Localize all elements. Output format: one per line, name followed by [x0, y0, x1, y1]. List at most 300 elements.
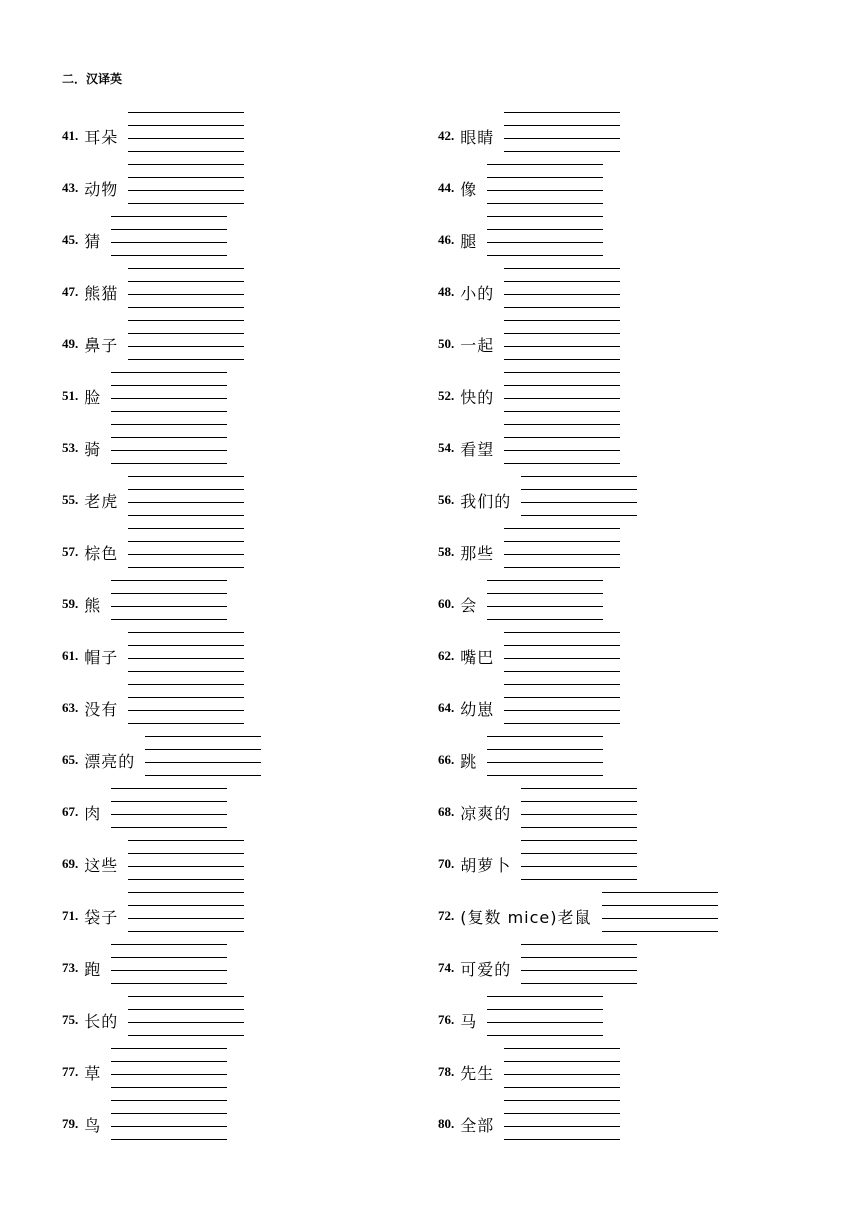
- item-number: 74.: [438, 960, 455, 975]
- answer-lines[interactable]: [128, 268, 244, 316]
- item-number: 46.: [438, 232, 455, 247]
- item-number: 43.: [62, 180, 79, 195]
- chinese-word: 马: [460, 1011, 478, 1031]
- answer-lines[interactable]: [504, 112, 620, 160]
- exercise-item: [62, 646, 118, 666]
- writing-line: [128, 151, 244, 152]
- writing-line: [487, 749, 603, 750]
- writing-line: [111, 229, 227, 230]
- chinese-word: 老虎: [84, 491, 119, 511]
- answer-lines[interactable]: [111, 372, 227, 420]
- writing-line: [487, 229, 603, 230]
- item-number: 70.: [438, 856, 455, 871]
- writing-line: [128, 528, 244, 529]
- writing-line: [111, 1100, 227, 1101]
- chinese-word: 跳: [460, 751, 478, 771]
- writing-line: [521, 983, 637, 984]
- answer-lines[interactable]: [128, 528, 244, 576]
- chinese-word: 草: [84, 1063, 102, 1083]
- item-number: 75.: [62, 1012, 79, 1027]
- item-number: 49.: [62, 336, 79, 351]
- writing-line: [128, 125, 244, 126]
- answer-lines[interactable]: [128, 632, 244, 680]
- writing-line: [504, 528, 620, 529]
- writing-line: [487, 606, 603, 607]
- writing-line: [521, 476, 637, 477]
- chinese-word: 猜: [84, 231, 102, 251]
- answer-lines[interactable]: [602, 892, 718, 940]
- answer-lines[interactable]: [504, 424, 620, 472]
- writing-line: [504, 437, 620, 438]
- exercise-item: [438, 906, 592, 926]
- exercise-item: [62, 750, 135, 770]
- exercise-item: [62, 906, 118, 926]
- exercise-item: [62, 802, 101, 822]
- chinese-word: 像: [460, 179, 478, 199]
- writing-line: [128, 853, 244, 854]
- exercise-item: [62, 958, 101, 978]
- exercise-item: [438, 126, 494, 146]
- writing-line: [128, 541, 244, 542]
- answer-lines[interactable]: [128, 476, 244, 524]
- exercise-item: [62, 1010, 118, 1030]
- exercise-item: [62, 282, 118, 302]
- chinese-word: 会: [460, 595, 478, 615]
- chinese-word: 漂亮的: [84, 751, 136, 771]
- chinese-word: 熊猫: [84, 283, 119, 303]
- writing-line: [602, 892, 718, 893]
- writing-line: [111, 255, 227, 256]
- item-number: 60.: [438, 596, 455, 611]
- writing-line: [504, 723, 620, 724]
- exercise-item: [438, 282, 494, 302]
- answer-lines[interactable]: [111, 216, 227, 264]
- writing-line: [504, 268, 620, 269]
- writing-line: [145, 775, 261, 776]
- exercise-item: [438, 386, 494, 406]
- chinese-word: 快的: [460, 387, 495, 407]
- item-number: 45.: [62, 232, 79, 247]
- writing-line: [487, 242, 603, 243]
- answer-lines[interactable]: [487, 216, 603, 264]
- chinese-word: 一起: [460, 335, 495, 355]
- writing-line: [504, 307, 620, 308]
- answer-lines[interactable]: [487, 996, 603, 1044]
- writing-line: [504, 450, 620, 451]
- writing-line: [504, 359, 620, 360]
- writing-line: [487, 1035, 603, 1036]
- writing-line: [111, 983, 227, 984]
- writing-line: [521, 957, 637, 958]
- item-number: 52.: [438, 388, 455, 403]
- chinese-word: 动物: [84, 179, 119, 199]
- answer-lines[interactable]: [521, 788, 637, 836]
- writing-line: [504, 541, 620, 542]
- writing-line: [504, 671, 620, 672]
- chinese-word: 袋子: [84, 907, 119, 927]
- item-number: 73.: [62, 960, 79, 975]
- chinese-word: 全部: [460, 1115, 495, 1135]
- writing-line: [111, 372, 227, 373]
- item-number: 47.: [62, 284, 79, 299]
- chinese-word: 帽子: [84, 647, 119, 667]
- answer-lines[interactable]: [504, 632, 620, 680]
- writing-line: [111, 1074, 227, 1075]
- writing-line: [128, 567, 244, 568]
- item-number: 79.: [62, 1116, 79, 1131]
- writing-line: [504, 281, 620, 282]
- exercise-item: [62, 1114, 101, 1134]
- writing-line: [521, 788, 637, 789]
- writing-line: [128, 476, 244, 477]
- answer-lines[interactable]: [504, 1100, 620, 1148]
- chinese-word: 那些: [460, 543, 495, 563]
- writing-line: [521, 515, 637, 516]
- exercise-item: [438, 542, 494, 562]
- writing-line: [128, 1035, 244, 1036]
- writing-line: [111, 1126, 227, 1127]
- writing-line: [128, 203, 244, 204]
- item-number: 62.: [438, 648, 455, 663]
- item-number: 48.: [438, 284, 455, 299]
- writing-line: [487, 619, 603, 620]
- writing-line: [111, 788, 227, 789]
- writing-line: [128, 658, 244, 659]
- answer-lines[interactable]: [111, 788, 227, 836]
- writing-line: [128, 879, 244, 880]
- chinese-word: 我们的: [460, 491, 512, 511]
- writing-line: [128, 333, 244, 334]
- chinese-word: 幼崽: [460, 699, 495, 719]
- writing-line: [504, 658, 620, 659]
- answer-lines[interactable]: [504, 320, 620, 368]
- chinese-word: 跑: [84, 959, 102, 979]
- writing-line: [111, 385, 227, 386]
- item-number: 50.: [438, 336, 455, 351]
- chinese-word: 腿: [460, 231, 478, 251]
- item-number: 53.: [62, 440, 79, 455]
- exercise-item: [438, 646, 494, 666]
- writing-line: [521, 853, 637, 854]
- writing-line: [487, 216, 603, 217]
- chinese-word: 骑: [84, 439, 102, 459]
- writing-line: [504, 1139, 620, 1140]
- writing-line: [521, 840, 637, 841]
- writing-line: [111, 957, 227, 958]
- answer-lines[interactable]: [504, 372, 620, 420]
- answer-lines[interactable]: [111, 580, 227, 628]
- chinese-word: 鸟: [84, 1115, 102, 1135]
- chinese-word: (复数 mice)老鼠: [460, 907, 592, 927]
- writing-line: [487, 775, 603, 776]
- answer-lines[interactable]: [128, 684, 244, 732]
- writing-line: [521, 827, 637, 828]
- writing-line: [602, 905, 718, 906]
- writing-line: [504, 333, 620, 334]
- writing-line: [128, 697, 244, 698]
- chinese-word: 这些: [84, 855, 119, 875]
- item-number: 71.: [62, 908, 79, 923]
- writing-line: [504, 411, 620, 412]
- exercise-item: [438, 958, 511, 978]
- item-number: 58.: [438, 544, 455, 559]
- answer-lines[interactable]: [111, 424, 227, 472]
- writing-line: [521, 801, 637, 802]
- answer-lines[interactable]: [111, 1100, 227, 1148]
- writing-line: [504, 684, 620, 685]
- chinese-word: 棕色: [84, 543, 119, 563]
- writing-line: [128, 918, 244, 919]
- writing-line: [521, 970, 637, 971]
- exercise-item: [62, 334, 118, 354]
- answer-lines[interactable]: [521, 476, 637, 524]
- writing-line: [111, 1061, 227, 1062]
- answer-lines[interactable]: [145, 736, 261, 784]
- exercise-item: [62, 854, 118, 874]
- chinese-word: 熊: [84, 595, 102, 615]
- writing-line: [504, 567, 620, 568]
- exercise-item: [438, 594, 477, 614]
- writing-line: [504, 697, 620, 698]
- writing-line: [487, 736, 603, 737]
- writing-line: [487, 203, 603, 204]
- writing-line: [111, 411, 227, 412]
- writing-line: [128, 931, 244, 932]
- writing-line: [487, 255, 603, 256]
- chinese-word: 耳朵: [84, 127, 119, 147]
- writing-line: [111, 1113, 227, 1114]
- writing-line: [111, 801, 227, 802]
- exercise-item: [438, 230, 477, 250]
- writing-line: [504, 1113, 620, 1114]
- writing-line: [521, 866, 637, 867]
- answer-lines[interactable]: [128, 996, 244, 1044]
- exercise-item: [62, 126, 118, 146]
- chinese-word: 脸: [84, 387, 102, 407]
- item-number: 42.: [438, 128, 455, 143]
- writing-line: [145, 736, 261, 737]
- writing-line: [504, 1126, 620, 1127]
- writing-line: [521, 502, 637, 503]
- chinese-word: 嘴巴: [460, 647, 495, 667]
- item-number: 68.: [438, 804, 455, 819]
- exercise-item: [62, 594, 101, 614]
- exercise-item: [438, 802, 511, 822]
- writing-line: [487, 762, 603, 763]
- writing-line: [111, 970, 227, 971]
- writing-line: [487, 580, 603, 581]
- item-number: 64.: [438, 700, 455, 715]
- answer-lines[interactable]: [504, 268, 620, 316]
- writing-line: [504, 1087, 620, 1088]
- item-number: 56.: [438, 492, 455, 507]
- exercise-item: [438, 1114, 494, 1134]
- writing-line: [504, 645, 620, 646]
- writing-line: [504, 372, 620, 373]
- chinese-word: 可爱的: [460, 959, 512, 979]
- writing-line: [504, 1074, 620, 1075]
- writing-line: [128, 905, 244, 906]
- writing-line: [128, 281, 244, 282]
- answer-lines[interactable]: [487, 580, 603, 628]
- writing-line: [128, 684, 244, 685]
- writing-line: [111, 437, 227, 438]
- writing-line: [111, 463, 227, 464]
- chinese-word: 没有: [84, 699, 119, 719]
- exercise-item: [62, 438, 101, 458]
- writing-line: [111, 944, 227, 945]
- writing-line: [128, 307, 244, 308]
- writing-line: [145, 762, 261, 763]
- answer-lines[interactable]: [128, 840, 244, 888]
- writing-line: [128, 320, 244, 321]
- answer-lines[interactable]: [128, 892, 244, 940]
- writing-line: [111, 1139, 227, 1140]
- section-title: 二．汉译英: [62, 72, 123, 86]
- exercise-item: [438, 1010, 477, 1030]
- answer-lines[interactable]: [521, 944, 637, 992]
- writing-line: [111, 1087, 227, 1088]
- writing-line: [128, 723, 244, 724]
- exercise-item: [62, 542, 118, 562]
- item-number: 63.: [62, 700, 79, 715]
- answer-lines[interactable]: [504, 1048, 620, 1096]
- exercise-item: [62, 386, 101, 406]
- writing-line: [128, 346, 244, 347]
- writing-line: [602, 918, 718, 919]
- writing-line: [504, 151, 620, 152]
- exercise-item: [438, 854, 511, 874]
- exercise-item: [62, 1062, 101, 1082]
- writing-line: [111, 242, 227, 243]
- writing-line: [111, 450, 227, 451]
- answer-lines[interactable]: [128, 112, 244, 160]
- writing-line: [111, 398, 227, 399]
- writing-line: [487, 177, 603, 178]
- writing-line: [504, 554, 620, 555]
- chinese-word: 眼睛: [460, 127, 495, 147]
- chinese-word: 看望: [460, 439, 495, 459]
- exercise-item: [62, 230, 101, 250]
- chinese-word: 长的: [84, 1011, 119, 1031]
- writing-line: [487, 1009, 603, 1010]
- writing-line: [504, 294, 620, 295]
- exercise-item: [62, 698, 118, 718]
- writing-line: [487, 164, 603, 165]
- writing-line: [602, 931, 718, 932]
- item-number: 78.: [438, 1064, 455, 1079]
- writing-line: [128, 1022, 244, 1023]
- exercise-item: [62, 490, 118, 510]
- item-number: 72.: [438, 908, 455, 923]
- writing-line: [128, 1009, 244, 1010]
- writing-line: [504, 632, 620, 633]
- exercise-item: [62, 178, 118, 198]
- chinese-word: 胡萝卜: [460, 855, 512, 875]
- writing-line: [111, 827, 227, 828]
- item-number: 55.: [62, 492, 79, 507]
- item-number: 59.: [62, 596, 79, 611]
- item-number: 57.: [62, 544, 79, 559]
- exercise-item: [438, 334, 494, 354]
- item-number: 65.: [62, 752, 79, 767]
- writing-line: [128, 840, 244, 841]
- writing-line: [504, 1061, 620, 1062]
- item-number: 41.: [62, 128, 79, 143]
- writing-line: [504, 710, 620, 711]
- item-number: 80.: [438, 1116, 455, 1131]
- item-number: 51.: [62, 388, 79, 403]
- writing-line: [504, 138, 620, 139]
- item-number: 67.: [62, 804, 79, 819]
- writing-line: [128, 138, 244, 139]
- writing-line: [128, 671, 244, 672]
- writing-line: [111, 580, 227, 581]
- exercise-item: [438, 438, 494, 458]
- writing-line: [128, 632, 244, 633]
- writing-line: [128, 489, 244, 490]
- writing-line: [504, 424, 620, 425]
- writing-line: [487, 996, 603, 997]
- item-number: 66.: [438, 752, 455, 767]
- chinese-word: 鼻子: [84, 335, 119, 355]
- writing-line: [521, 489, 637, 490]
- answer-lines[interactable]: [111, 1048, 227, 1096]
- chinese-word: 先生: [460, 1063, 495, 1083]
- writing-line: [128, 892, 244, 893]
- answer-lines[interactable]: [521, 840, 637, 888]
- writing-line: [504, 385, 620, 386]
- answer-lines[interactable]: [487, 736, 603, 784]
- writing-line: [128, 645, 244, 646]
- answer-lines[interactable]: [128, 320, 244, 368]
- writing-line: [521, 879, 637, 880]
- answer-lines[interactable]: [504, 528, 620, 576]
- answer-lines[interactable]: [487, 164, 603, 212]
- writing-line: [504, 125, 620, 126]
- writing-line: [128, 164, 244, 165]
- writing-line: [128, 294, 244, 295]
- item-number: 76.: [438, 1012, 455, 1027]
- exercise-item: [438, 698, 494, 718]
- writing-line: [128, 515, 244, 516]
- writing-line: [487, 1022, 603, 1023]
- exercise-item: [438, 1062, 494, 1082]
- writing-line: [128, 502, 244, 503]
- writing-line: [111, 424, 227, 425]
- writing-line: [128, 190, 244, 191]
- writing-line: [521, 814, 637, 815]
- writing-line: [504, 1048, 620, 1049]
- writing-line: [487, 190, 603, 191]
- answer-lines[interactable]: [128, 164, 244, 212]
- writing-line: [145, 749, 261, 750]
- writing-line: [128, 996, 244, 997]
- answer-lines[interactable]: [504, 684, 620, 732]
- writing-line: [128, 866, 244, 867]
- writing-line: [504, 1100, 620, 1101]
- writing-line: [521, 944, 637, 945]
- chinese-word: 肉: [84, 803, 102, 823]
- chinese-word: 凉爽的: [460, 803, 512, 823]
- writing-line: [487, 593, 603, 594]
- writing-line: [128, 710, 244, 711]
- writing-line: [504, 112, 620, 113]
- writing-line: [128, 268, 244, 269]
- item-number: 54.: [438, 440, 455, 455]
- writing-line: [111, 216, 227, 217]
- answer-lines[interactable]: [111, 944, 227, 992]
